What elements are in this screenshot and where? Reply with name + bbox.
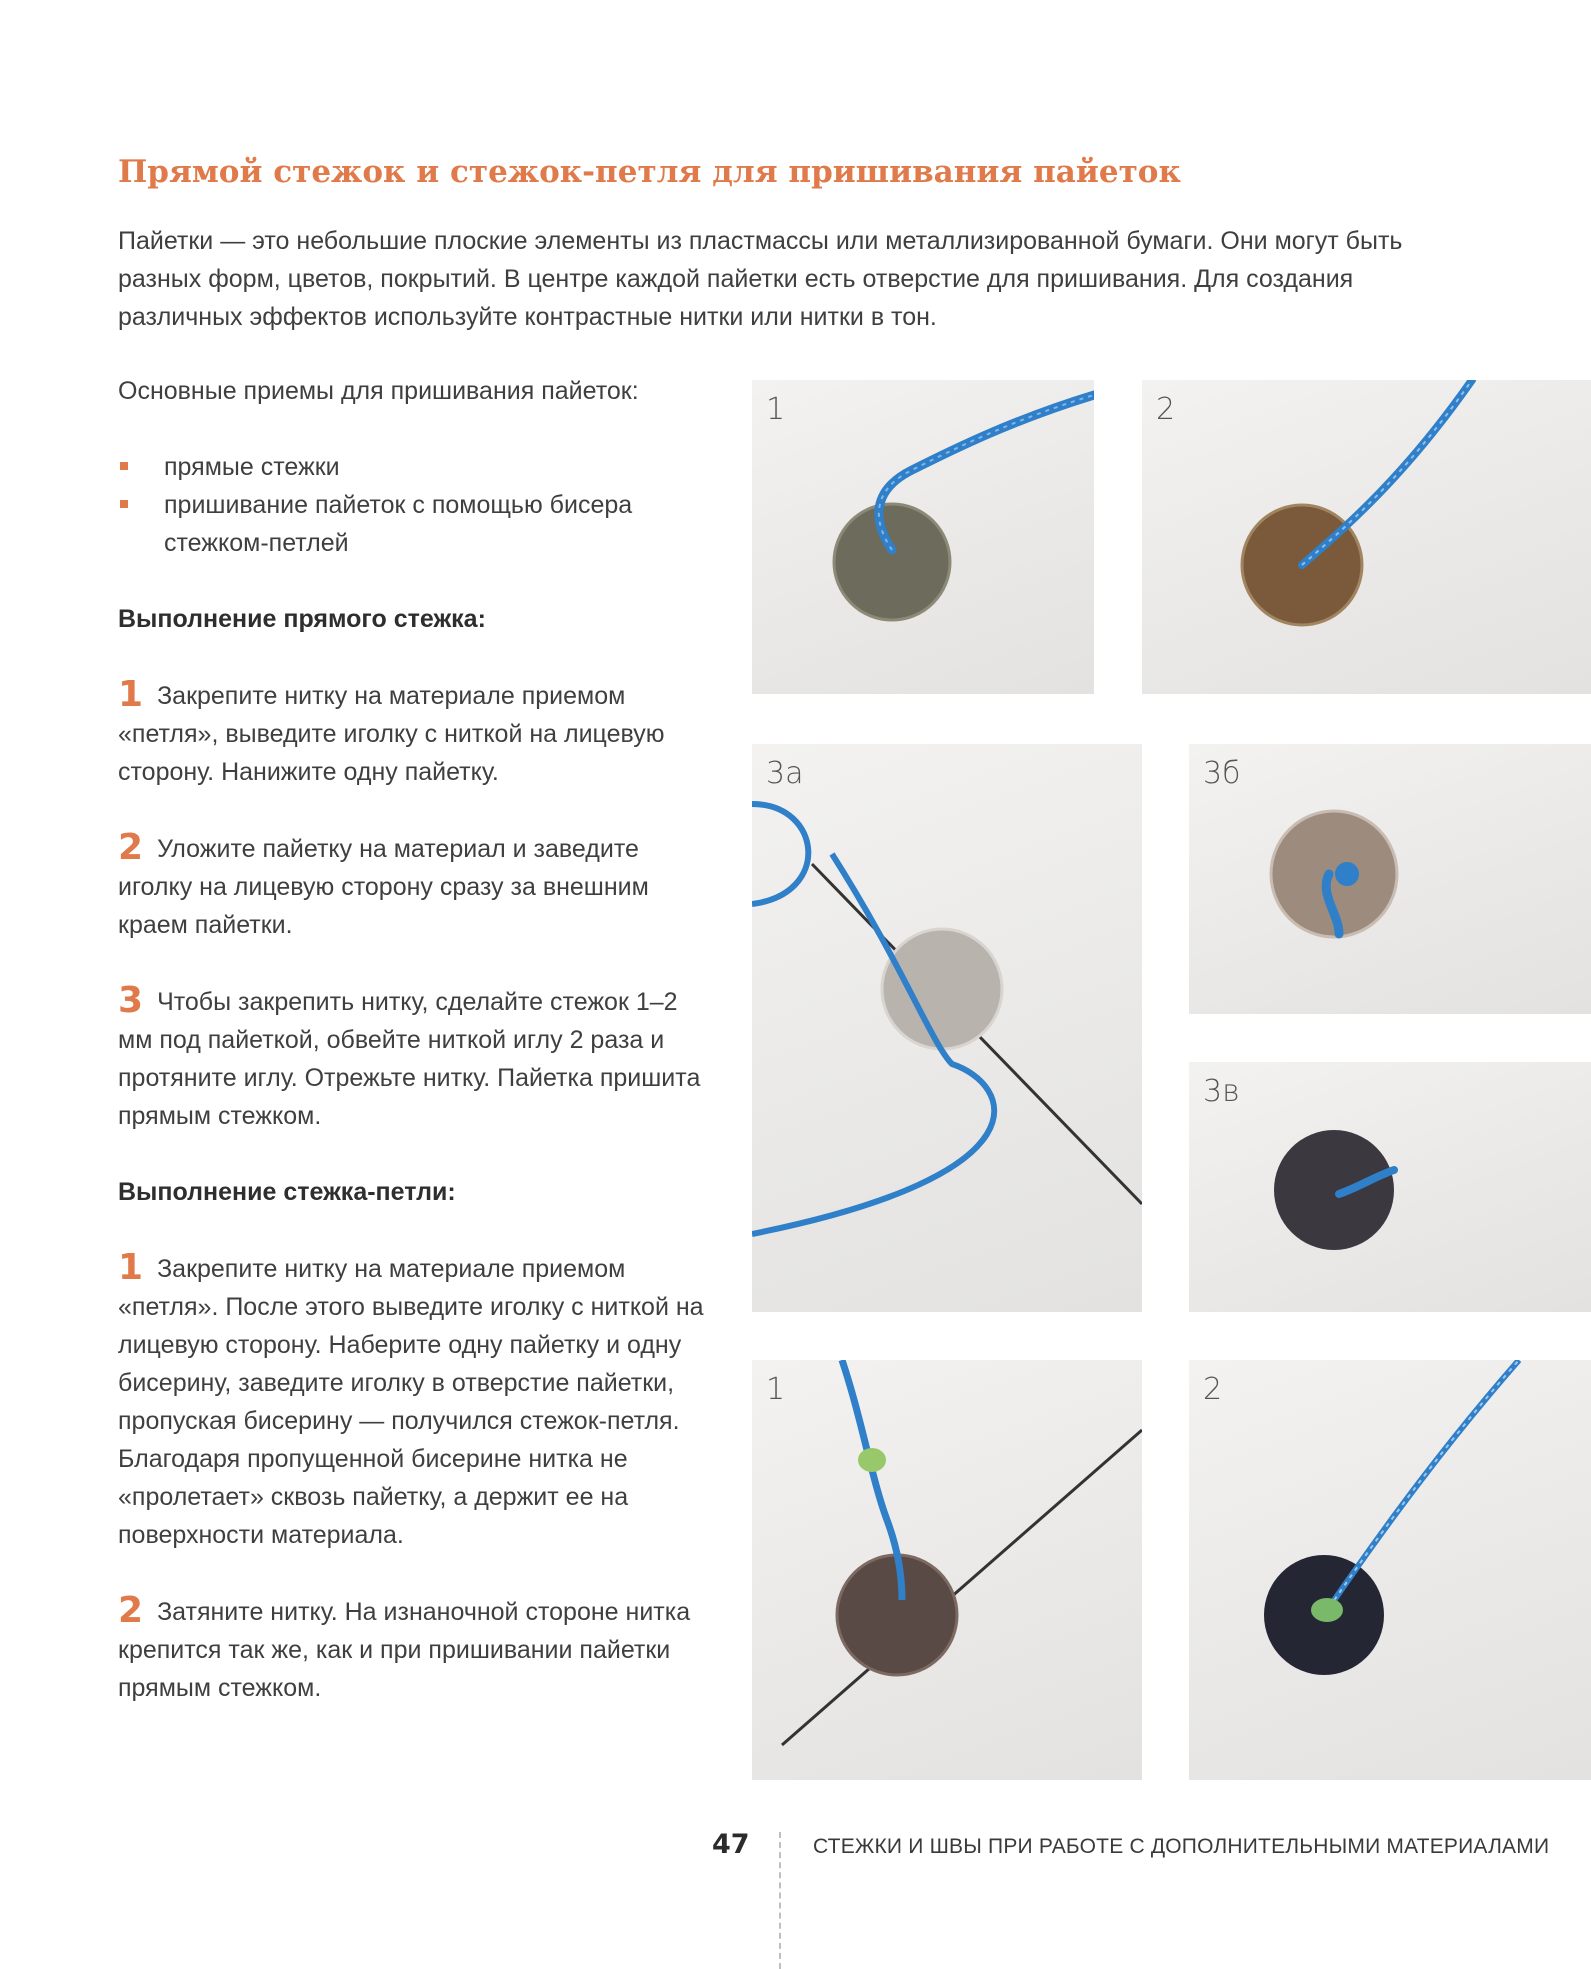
methods-list bbox=[118, 448, 718, 562]
loop-stitch-heading: Выполнение стежка-петли: bbox=[118, 1178, 456, 1206]
photo-straight-3b bbox=[1189, 744, 1591, 1014]
methods-intro: Основные приемы для пришивания пайеток: bbox=[118, 377, 639, 405]
photo-straight-3a bbox=[752, 744, 1142, 1312]
photo-label: 3в bbox=[1203, 1074, 1240, 1109]
sequin-needle-illustration bbox=[752, 744, 1142, 1312]
straight-step-2: 2 Уложите пайетку на материал и заведите иголку на лицевую сторону сразу за внешним краем пайетки. bbox=[118, 827, 649, 939]
sequin-finished-illustration bbox=[1189, 1062, 1591, 1312]
page-number: 47 bbox=[712, 1829, 750, 1860]
sequin-thread-illustration bbox=[1142, 380, 1591, 694]
bullet-square-icon bbox=[120, 462, 128, 470]
sequin-bead-finished-illustration bbox=[1189, 1360, 1591, 1780]
straight-stitch-heading: Выполнение прямого стежка: bbox=[118, 605, 486, 633]
loop-step-2: 2 Затяните нитку. На изнаночной стороне нитка крепится так же, как и при пришивании пайетки прямым стежком. bbox=[118, 1590, 691, 1702]
sequin-knot-illustration bbox=[1189, 744, 1591, 1014]
straight-step-1: 1 Закрепите нитку на материале приемом «петля», выведите иголку с ниткой на лицевую сторону. Нанижите одну пайетку. bbox=[118, 674, 665, 786]
photo-label: 3а bbox=[766, 756, 804, 791]
photo-label: 3б bbox=[1203, 756, 1241, 791]
photo-label: 2 bbox=[1156, 392, 1176, 427]
page-title: Прямой стежок и стежок-петля для пришивания пайеток bbox=[118, 154, 1181, 190]
photo-label: 1 bbox=[766, 1372, 786, 1407]
photo-label: 2 bbox=[1203, 1372, 1223, 1407]
footer-divider bbox=[779, 1832, 781, 1969]
photo-straight-3v bbox=[1189, 1062, 1591, 1312]
sequin-bead-needle-illustration bbox=[752, 1360, 1142, 1780]
instructions-column bbox=[118, 372, 718, 1707]
photo-loop-2 bbox=[1189, 1360, 1591, 1780]
sequin-thread-illustration bbox=[752, 380, 1094, 694]
loop-step-1: 1 Закрепите нитку на материале приемом «петля». После этого выведите иголку с ниткой на лицевую сторону. Наберите одну пайетку и одну бисерину, заведите иголку в отверстие пайетки, пропуская бисерину — получился стежок-петля. Благодаря пропущенной бисерине нитка не «пролетает» сквозь пайетку, а держит ее на поверхности материала. bbox=[118, 1247, 704, 1549]
intro-paragraph: Пайетки — это небольшие плоские элементы из пластмассы или металлизированной бумаги. Они могут быть разных форм, цветов, покрытий. В центре каждой пайетки есть отверстие для пришивания. Для создания различных эффектов используйте контрастные нитки или нитки в тон. bbox=[118, 227, 1403, 331]
running-footer: СТЕЖКИ И ШВЫ ПРИ РАБОТЕ С ДОПОЛНИТЕЛЬНЫМИ МАТЕРИАЛАМИ bbox=[813, 1835, 1550, 1858]
photo-loop-1 bbox=[752, 1360, 1142, 1780]
straight-step-3: 3 Чтобы закрепить нитку, сделайте стежок 1–2 мм под пайеткой, обвейте ниткой иглу 2 раза и протяните иглу. Отрежьте нитку. Пайетка пришита прямым стежком. bbox=[118, 980, 701, 1130]
list-item: пришивание пайеток с помощью бисера стежком-петлей bbox=[118, 486, 718, 562]
list-item: прямые стежки bbox=[118, 448, 718, 486]
photo-straight-1 bbox=[752, 380, 1094, 694]
photo-straight-2 bbox=[1142, 380, 1591, 694]
bullet-square-icon bbox=[120, 500, 128, 508]
photo-label: 1 bbox=[766, 392, 786, 427]
